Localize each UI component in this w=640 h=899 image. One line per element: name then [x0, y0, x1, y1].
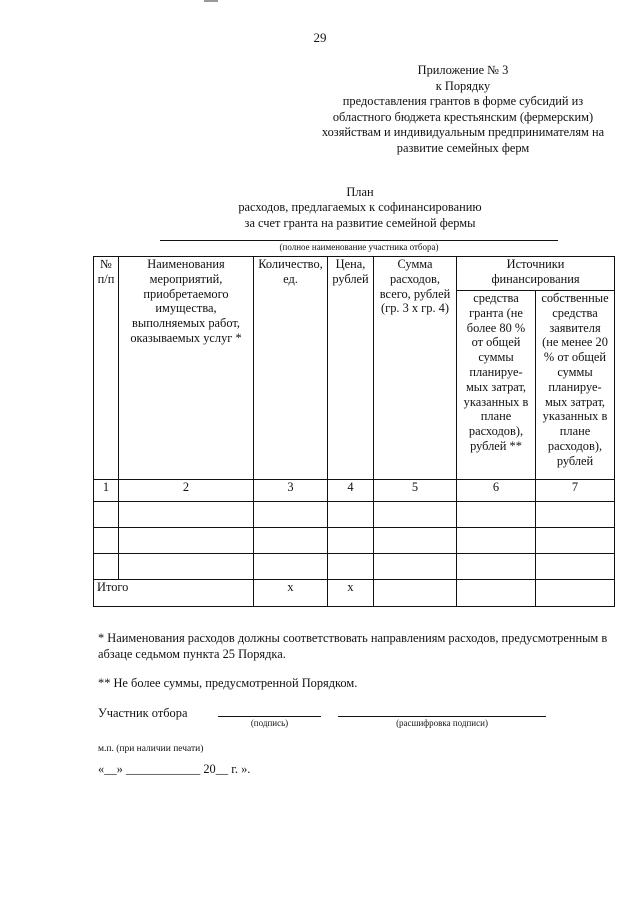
footnote-1: * Наименования расходов должны соответствовать направлениям расходов, предусмотренным в абзаце седьмом пункта 25 Порядка. [98, 631, 608, 661]
table-cell [536, 554, 615, 580]
table-cell [94, 502, 119, 528]
header-text: планируе- [469, 364, 523, 379]
table-cell [536, 528, 615, 554]
total-own [536, 580, 615, 607]
header-text: средства [473, 291, 519, 305]
header-text: расходов), [547, 438, 603, 453]
header-text: расходов), [468, 424, 524, 439]
header-own-funds [536, 291, 615, 480]
table-cell [457, 502, 536, 528]
appendix-line: к Порядку [435, 78, 491, 93]
header-text: расходов, [389, 271, 441, 286]
header-text: заявителя [549, 320, 601, 335]
table-row [94, 528, 615, 554]
signature-decoding-caption: (расшифровка подписи) [396, 718, 488, 728]
signature-caption: (подпись) [250, 718, 289, 728]
header-text: № [100, 257, 112, 271]
column-number: 1 [94, 480, 119, 502]
plan-title-line: за счет гранта на развитие семейной фермы [244, 215, 476, 230]
plan-title-line: План [346, 185, 374, 199]
header-text: мых затрат, [465, 379, 527, 394]
header-num [94, 257, 119, 480]
appendix-line: областного бюджета крестьянским (фермерским) [332, 109, 594, 124]
total-grant [457, 580, 536, 607]
header-text: плане [559, 424, 591, 439]
signature-label: Участник отбора [98, 706, 188, 720]
header-grant-funds [457, 291, 536, 480]
plan-title-line: расходов, предлагаемых к софинансированию [238, 200, 482, 215]
header-text: ед. [283, 271, 298, 286]
header-text: указанных в [463, 394, 529, 409]
header-text: гранта (не [469, 305, 523, 320]
table-row [94, 554, 615, 580]
date-line: «__» ____________ 20__ г. ». [98, 762, 251, 776]
table-cell [457, 528, 536, 554]
header-text: плане [480, 409, 512, 424]
header-text: % от общей [543, 350, 607, 365]
expense-plan-table [93, 256, 615, 607]
table-cell [94, 528, 119, 554]
appendix-line: предоставления грантов в форме субсидий из [342, 94, 584, 109]
header-text: мероприятий, [149, 271, 223, 286]
appendix-line: развитие семейных ферм [396, 140, 530, 155]
header-text: суммы [557, 364, 593, 379]
header-text: от общей [471, 335, 521, 350]
column-number: 6 [457, 480, 536, 502]
signature-decoding-line [338, 716, 546, 717]
column-number: 2 [119, 480, 254, 502]
table-cell [94, 554, 119, 580]
total-price: x [328, 580, 374, 607]
table-cell [119, 502, 254, 528]
header-text: мых затрат, [544, 394, 606, 409]
header-text: Цена, [335, 257, 366, 271]
table-cell [328, 528, 374, 554]
column-number: 4 [328, 480, 374, 502]
header-text: имущества, [155, 301, 217, 316]
page-number: 29 [313, 30, 327, 45]
header-text: Источники [506, 257, 565, 271]
header-text: Сумма [397, 257, 433, 271]
table-cell [374, 528, 457, 554]
header-text: планируе- [548, 379, 602, 394]
header-quantity [254, 257, 328, 480]
header-text: всего, рублей [379, 286, 451, 301]
participant-name-caption: (полное наименование участника отбора) [279, 242, 439, 252]
table-cell [374, 554, 457, 580]
header-text: суммы [478, 350, 514, 365]
table-cell [328, 554, 374, 580]
participant-name-line [160, 240, 558, 241]
header-text: более 80 % [466, 320, 526, 335]
header-row [94, 257, 615, 291]
column-number: 7 [536, 480, 615, 502]
column-number-row [94, 480, 615, 502]
header-text: Наименования [147, 257, 225, 271]
column-number: 5 [374, 480, 457, 502]
total-row [94, 580, 615, 607]
header-text: (не менее 20 [542, 335, 608, 350]
header-text: рублей [556, 453, 594, 468]
total-sum [374, 580, 457, 607]
stamp-note: м.п. (при наличии печати) [98, 744, 204, 754]
header-text: средства [552, 305, 598, 320]
column-number: 3 [254, 480, 328, 502]
table-cell [254, 528, 328, 554]
scan-artifact [204, 0, 218, 2]
table-cell [457, 554, 536, 580]
header-text: финансирования [491, 271, 580, 286]
appendix-header [300, 63, 626, 157]
signature-line [218, 716, 321, 717]
header-name [119, 257, 254, 480]
header-text: приобретаемого [143, 286, 229, 301]
header-text: рублей ** [470, 438, 522, 453]
total-quantity: x [254, 580, 328, 607]
table-cell [536, 502, 615, 528]
table-cell [254, 554, 328, 580]
header-text: собственные [541, 291, 609, 305]
table-cell [254, 502, 328, 528]
header-sum [374, 257, 457, 480]
header-text: Количество, [258, 257, 323, 271]
header-text: указанных в [542, 409, 608, 424]
total-label: Итого [94, 580, 254, 607]
header-price [328, 257, 374, 480]
table-cell [119, 528, 254, 554]
plan-title [195, 185, 525, 231]
table-row [94, 502, 615, 528]
header-text: выполняемых работ, [132, 316, 240, 331]
header-text: (гр. 3 х гр. 4) [381, 301, 449, 316]
header-text: рублей [332, 271, 369, 286]
table-cell [328, 502, 374, 528]
appendix-line: хозяйствам и индивидуальным предпринимателям на [321, 125, 605, 140]
header-sources [457, 257, 615, 291]
table-cell [374, 502, 457, 528]
table-cell [119, 554, 254, 580]
footnote-2: ** Не более суммы, предусмотренной Порядком. [98, 676, 358, 690]
header-text: п/п [97, 271, 115, 286]
header-text: оказываемых услуг * [130, 330, 242, 345]
appendix-line: Приложение № 3 [417, 63, 509, 77]
